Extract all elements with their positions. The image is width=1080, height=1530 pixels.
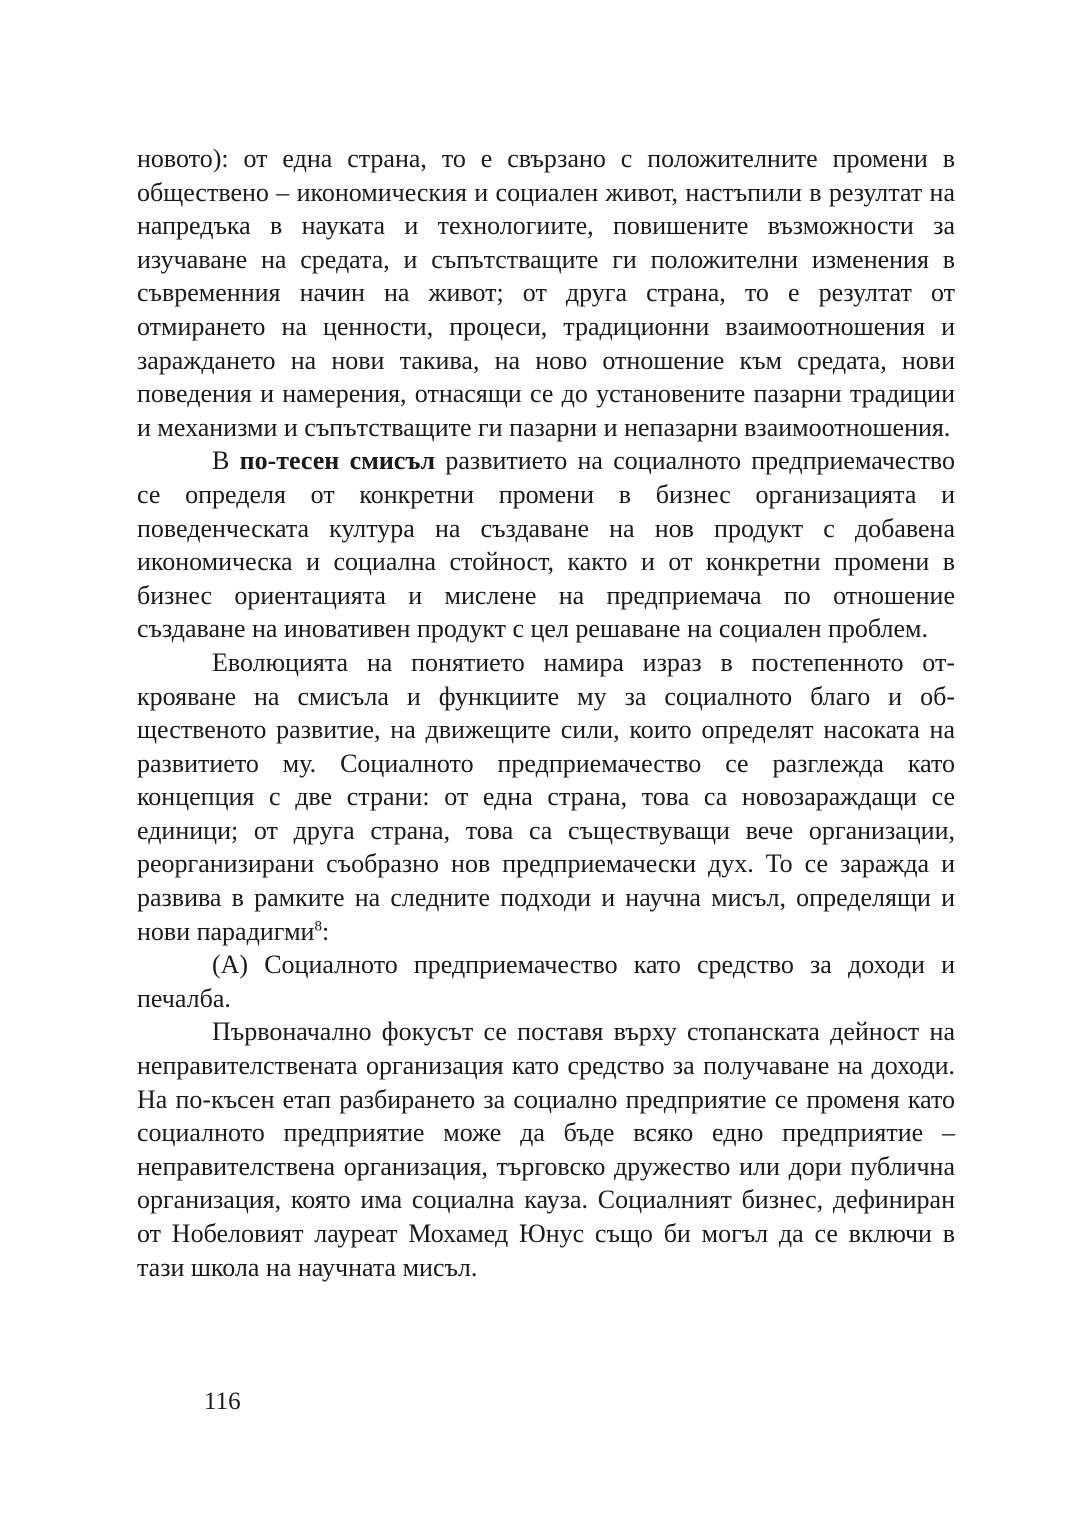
paragraph-text: развитието на социалното предприемачество се определя от конкретни промени в бизнес организацията и поведенческата култура на създаване на нов продукт с добавена икономическа и социална стойност, както и от конкретни промени в бизнес ориентацията и мислене на предприемача по отношение създаване на иновативен продукт с цел решаване на социален проблем. (137, 446, 955, 644)
paragraph-narrow-sense (137, 444, 955, 646)
page-number: 116 (204, 1388, 241, 1415)
paragraph-initial-focus: Първоначално фокусът се поставя върху стопанската дейност на неправителствената организация като средство за получаване на доходи. На по-късен етап разбирането за социално предприятие се променя като социалното предприятие може да бъде всяко едно предприятие – неправителствена организация, търговско дружество или дори публична организация, която има социална кауза. Социалният бизнес, дефиниран от Нобеловият лауреат Мохамед Юнус също би могъл да се включи в тази школа на научната мисъл. (137, 1017, 955, 1282)
footnote-reference: 8 (314, 918, 322, 934)
paragraph-tail: : (321, 916, 330, 946)
paragraph-lead: В (212, 446, 240, 476)
paragraph-evolution (137, 646, 955, 948)
page-body (137, 142, 955, 1284)
paragraph-text: Еволюцията на понятието намира израз в постепенното открояване на смисъла и функциите му за социалното благо и общественото развитие, на движещите сили, които определят насоката на развитието му. Социалното предприемачество се разглежда като концепция с две страни: от една страна, това са новозараждащи се единици; от друга страна, това са съществуващи вече организации, реорганизирани съобразно нов предприемачески дух. То се заражда и развива в рамките на следните подходи и научна мисъл, определящи и нови парадигми (137, 647, 955, 946)
paragraph-continuation: новото): от една страна, то е свързано с положителните промени в обществено – икономическия и социален живот, настъпили в резултат на напредъка в науката и технологиите, повишените възможности за изучаване на средата, и съпътстващите ги положителни изменения в съвременния начин на живот; от друга страна, то е резултат от отмирането на ценности, процеси, традиционни взаимоотношения и зараждането на нови такива, на ново отношение към средата, нови поведения и намерения, отнасящи се до установените пазарни традиции и механизми и съпътстващите ги пазарни и непазарни взаимоотношения. (137, 144, 955, 442)
bold-term: по-тесен смисъл (239, 446, 436, 476)
paragraph-section-a: (А) Социалното предприемачество като средство за доходи и печалба. (137, 950, 955, 1013)
